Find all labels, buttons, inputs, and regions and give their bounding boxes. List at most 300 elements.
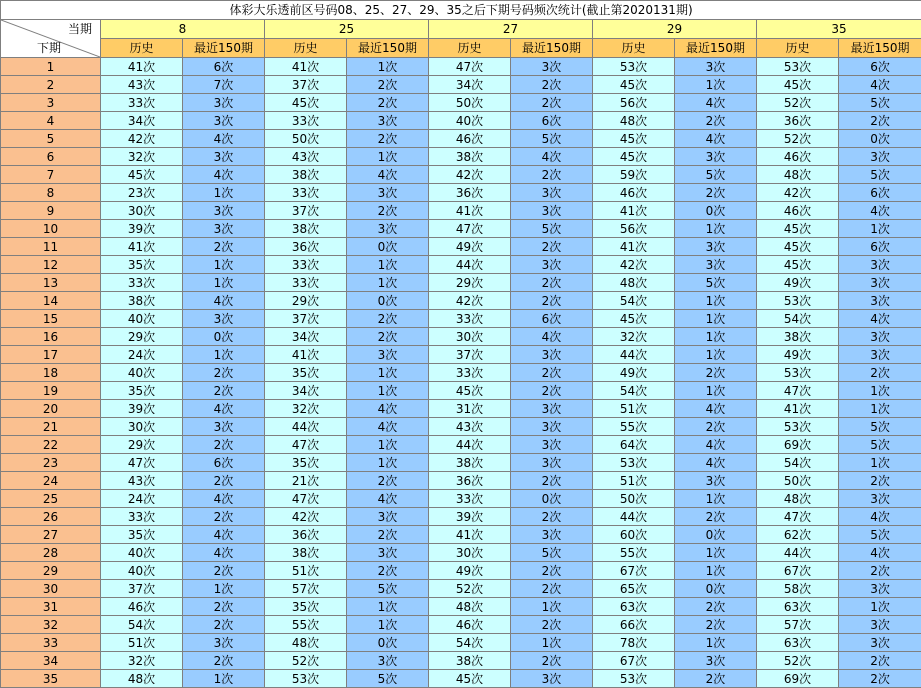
- recent-count-cell: 3次: [839, 580, 921, 598]
- recent-count-cell: 2次: [347, 562, 429, 580]
- recent-count-cell: 3次: [839, 328, 921, 346]
- history-count-cell: 45次: [757, 238, 839, 256]
- history-count-cell: 53次: [757, 364, 839, 382]
- next-number-cell: 15: [1, 310, 101, 328]
- recent-count-cell: 4次: [839, 544, 921, 562]
- recent-count-cell: 5次: [511, 130, 593, 148]
- history-count-cell: 63次: [757, 598, 839, 616]
- history-count-cell: 41次: [101, 58, 183, 76]
- recent-count-cell: 1次: [675, 310, 757, 328]
- sub-header-history: 历史: [101, 39, 183, 58]
- history-count-cell: 52次: [265, 652, 347, 670]
- recent-count-cell: 3次: [511, 58, 593, 76]
- group-header-35: 35: [757, 20, 921, 39]
- history-count-cell: 45次: [593, 76, 675, 94]
- recent-count-cell: 2次: [839, 562, 921, 580]
- recent-count-cell: 6次: [839, 238, 921, 256]
- history-count-cell: 37次: [101, 580, 183, 598]
- recent-count-cell: 1次: [183, 346, 265, 364]
- history-count-cell: 36次: [757, 112, 839, 130]
- history-count-cell: 45次: [429, 382, 511, 400]
- recent-count-cell: 1次: [675, 490, 757, 508]
- recent-count-cell: 2次: [347, 310, 429, 328]
- recent-count-cell: 2次: [183, 436, 265, 454]
- history-count-cell: 39次: [101, 220, 183, 238]
- recent-count-cell: 4次: [183, 166, 265, 184]
- recent-count-cell: 2次: [511, 508, 593, 526]
- history-count-cell: 56次: [593, 94, 675, 112]
- recent-count-cell: 5次: [839, 94, 921, 112]
- recent-count-cell: 3次: [511, 184, 593, 202]
- history-count-cell: 33次: [429, 364, 511, 382]
- recent-count-cell: 0次: [347, 292, 429, 310]
- recent-count-cell: 1次: [675, 562, 757, 580]
- recent-count-cell: 3次: [347, 652, 429, 670]
- history-count-cell: 48次: [429, 598, 511, 616]
- history-count-cell: 29次: [429, 274, 511, 292]
- history-count-cell: 38次: [101, 292, 183, 310]
- next-number-cell: 33: [1, 634, 101, 652]
- recent-count-cell: 1次: [347, 274, 429, 292]
- recent-count-cell: 1次: [183, 274, 265, 292]
- recent-count-cell: 3次: [347, 220, 429, 238]
- recent-count-cell: 4次: [839, 310, 921, 328]
- history-count-cell: 33次: [429, 310, 511, 328]
- recent-count-cell: 1次: [347, 364, 429, 382]
- recent-count-cell: 4次: [839, 508, 921, 526]
- recent-count-cell: 2次: [183, 238, 265, 256]
- history-count-cell: 43次: [101, 76, 183, 94]
- recent-count-cell: 5次: [347, 670, 429, 688]
- table-row: [1, 454, 921, 472]
- recent-count-cell: 2次: [511, 166, 593, 184]
- history-count-cell: 24次: [101, 346, 183, 364]
- history-count-cell: 36次: [265, 238, 347, 256]
- recent-count-cell: 3次: [183, 634, 265, 652]
- table-row: [1, 328, 921, 346]
- history-count-cell: 45次: [757, 220, 839, 238]
- recent-count-cell: 2次: [511, 652, 593, 670]
- table-row: [1, 184, 921, 202]
- recent-count-cell: 3次: [183, 112, 265, 130]
- history-count-cell: 36次: [429, 184, 511, 202]
- recent-count-cell: 4次: [675, 400, 757, 418]
- next-number-cell: 27: [1, 526, 101, 544]
- history-count-cell: 29次: [101, 436, 183, 454]
- recent-count-cell: 3次: [839, 490, 921, 508]
- recent-count-cell: 1次: [675, 544, 757, 562]
- recent-count-cell: 2次: [675, 418, 757, 436]
- history-count-cell: 40次: [101, 364, 183, 382]
- next-number-cell: 4: [1, 112, 101, 130]
- history-count-cell: 40次: [101, 562, 183, 580]
- history-count-cell: 47次: [757, 382, 839, 400]
- recent-count-cell: 5次: [675, 166, 757, 184]
- recent-count-cell: 1次: [839, 454, 921, 472]
- history-count-cell: 51次: [101, 634, 183, 652]
- recent-count-cell: 1次: [675, 346, 757, 364]
- history-count-cell: 33次: [265, 184, 347, 202]
- next-number-cell: 5: [1, 130, 101, 148]
- next-number-cell: 11: [1, 238, 101, 256]
- recent-count-cell: 0次: [675, 202, 757, 220]
- recent-count-cell: 1次: [675, 634, 757, 652]
- next-number-cell: 30: [1, 580, 101, 598]
- history-count-cell: 21次: [265, 472, 347, 490]
- recent-count-cell: 2次: [183, 598, 265, 616]
- recent-count-cell: 1次: [675, 220, 757, 238]
- history-count-cell: 45次: [101, 166, 183, 184]
- history-count-cell: 44次: [265, 418, 347, 436]
- sub-header-history: 历史: [265, 39, 347, 58]
- next-number-cell: 10: [1, 220, 101, 238]
- next-number-cell: 14: [1, 292, 101, 310]
- recent-count-cell: 2次: [511, 364, 593, 382]
- recent-count-cell: 2次: [675, 508, 757, 526]
- table-row: [1, 310, 921, 328]
- history-count-cell: 54次: [757, 310, 839, 328]
- history-count-cell: 32次: [265, 400, 347, 418]
- history-count-cell: 36次: [265, 526, 347, 544]
- recent-count-cell: 4次: [511, 328, 593, 346]
- history-count-cell: 63次: [593, 598, 675, 616]
- history-count-cell: 30次: [429, 328, 511, 346]
- recent-count-cell: 4次: [183, 292, 265, 310]
- history-count-cell: 48次: [593, 274, 675, 292]
- history-count-cell: 47次: [265, 490, 347, 508]
- table-row: [1, 58, 921, 76]
- history-count-cell: 43次: [101, 472, 183, 490]
- recent-count-cell: 3次: [511, 256, 593, 274]
- next-number-cell: 13: [1, 274, 101, 292]
- table-row: [1, 616, 921, 634]
- history-count-cell: 41次: [593, 202, 675, 220]
- history-count-cell: 53次: [757, 418, 839, 436]
- recent-count-cell: 2次: [183, 562, 265, 580]
- recent-count-cell: 1次: [183, 670, 265, 688]
- history-count-cell: 49次: [757, 274, 839, 292]
- next-number-cell: 8: [1, 184, 101, 202]
- history-count-cell: 50次: [593, 490, 675, 508]
- recent-count-cell: 1次: [347, 382, 429, 400]
- group-header-row: [1, 20, 921, 39]
- sub-header-recent-150: 最近150期: [511, 39, 593, 58]
- recent-count-cell: 4次: [347, 490, 429, 508]
- history-count-cell: 50次: [265, 130, 347, 148]
- recent-count-cell: 2次: [839, 652, 921, 670]
- sub-header-recent-150: 最近150期: [839, 39, 921, 58]
- recent-count-cell: 2次: [511, 292, 593, 310]
- history-count-cell: 38次: [757, 328, 839, 346]
- recent-count-cell: 2次: [511, 472, 593, 490]
- history-count-cell: 51次: [265, 562, 347, 580]
- table-row: [1, 418, 921, 436]
- recent-count-cell: 1次: [347, 598, 429, 616]
- history-count-cell: 33次: [265, 274, 347, 292]
- history-count-cell: 47次: [757, 508, 839, 526]
- recent-count-cell: 2次: [839, 670, 921, 688]
- table-row: [1, 220, 921, 238]
- history-count-cell: 46次: [757, 148, 839, 166]
- next-number-cell: 18: [1, 364, 101, 382]
- history-count-cell: 54次: [593, 382, 675, 400]
- recent-count-cell: 3次: [183, 94, 265, 112]
- recent-count-cell: 6次: [511, 310, 593, 328]
- table-row: [1, 490, 921, 508]
- recent-count-cell: 2次: [183, 616, 265, 634]
- history-count-cell: 23次: [101, 184, 183, 202]
- table-row: [1, 94, 921, 112]
- recent-count-cell: 1次: [839, 400, 921, 418]
- recent-count-cell: 3次: [183, 310, 265, 328]
- group-header-27: 27: [429, 20, 593, 39]
- history-count-cell: 34次: [265, 382, 347, 400]
- recent-count-cell: 4次: [347, 418, 429, 436]
- history-count-cell: 53次: [593, 58, 675, 76]
- history-count-cell: 35次: [101, 256, 183, 274]
- recent-count-cell: 3次: [347, 184, 429, 202]
- history-count-cell: 48次: [757, 166, 839, 184]
- recent-count-cell: 3次: [511, 454, 593, 472]
- recent-count-cell: 1次: [675, 328, 757, 346]
- history-count-cell: 36次: [429, 472, 511, 490]
- history-count-cell: 58次: [757, 580, 839, 598]
- sub-header-recent-150: 最近150期: [183, 39, 265, 58]
- recent-count-cell: 0次: [347, 634, 429, 652]
- recent-count-cell: 4次: [839, 202, 921, 220]
- recent-count-cell: 1次: [839, 382, 921, 400]
- history-count-cell: 35次: [101, 382, 183, 400]
- history-count-cell: 29次: [101, 328, 183, 346]
- recent-count-cell: 3次: [511, 436, 593, 454]
- recent-count-cell: 0次: [675, 580, 757, 598]
- history-count-cell: 50次: [429, 94, 511, 112]
- table-row: [1, 148, 921, 166]
- recent-count-cell: 5次: [511, 220, 593, 238]
- next-number-cell: 34: [1, 652, 101, 670]
- table-row: [1, 508, 921, 526]
- history-count-cell: 41次: [429, 526, 511, 544]
- history-count-cell: 49次: [593, 364, 675, 382]
- recent-count-cell: 4次: [183, 490, 265, 508]
- history-count-cell: 34次: [265, 328, 347, 346]
- history-count-cell: 33次: [101, 94, 183, 112]
- history-count-cell: 52次: [757, 130, 839, 148]
- recent-count-cell: 1次: [511, 598, 593, 616]
- history-count-cell: 38次: [265, 220, 347, 238]
- recent-count-cell: 2次: [511, 274, 593, 292]
- recent-count-cell: 3次: [675, 58, 757, 76]
- history-count-cell: 69次: [757, 670, 839, 688]
- history-count-cell: 35次: [265, 598, 347, 616]
- history-count-cell: 46次: [593, 184, 675, 202]
- recent-count-cell: 6次: [183, 454, 265, 472]
- next-number-cell: 26: [1, 508, 101, 526]
- table-row: [1, 112, 921, 130]
- history-count-cell: 31次: [429, 400, 511, 418]
- history-count-cell: 48次: [757, 490, 839, 508]
- recent-count-cell: 2次: [675, 670, 757, 688]
- history-count-cell: 46次: [101, 598, 183, 616]
- recent-count-cell: 0次: [839, 130, 921, 148]
- history-count-cell: 52次: [757, 652, 839, 670]
- recent-count-cell: 5次: [839, 436, 921, 454]
- history-count-cell: 41次: [101, 238, 183, 256]
- table-row: [1, 598, 921, 616]
- history-count-cell: 65次: [593, 580, 675, 598]
- corner-header: [1, 20, 101, 58]
- history-count-cell: 41次: [265, 58, 347, 76]
- history-count-cell: 46次: [429, 616, 511, 634]
- history-count-cell: 49次: [757, 346, 839, 364]
- history-count-cell: 47次: [101, 454, 183, 472]
- recent-count-cell: 4次: [183, 400, 265, 418]
- history-count-cell: 54次: [593, 292, 675, 310]
- sub-header-row: [1, 39, 921, 58]
- recent-count-cell: 0次: [511, 490, 593, 508]
- history-count-cell: 38次: [429, 148, 511, 166]
- history-count-cell: 52次: [757, 94, 839, 112]
- sub-header-history: 历史: [593, 39, 675, 58]
- table-row: [1, 580, 921, 598]
- history-count-cell: 67次: [757, 562, 839, 580]
- next-number-cell: 22: [1, 436, 101, 454]
- history-count-cell: 51次: [593, 472, 675, 490]
- history-count-cell: 55次: [593, 418, 675, 436]
- history-count-cell: 30次: [101, 418, 183, 436]
- recent-count-cell: 1次: [511, 634, 593, 652]
- next-number-cell: 7: [1, 166, 101, 184]
- recent-count-cell: 2次: [675, 598, 757, 616]
- recent-count-cell: 3次: [511, 346, 593, 364]
- history-count-cell: 53次: [593, 454, 675, 472]
- history-count-cell: 45次: [429, 670, 511, 688]
- recent-count-cell: 1次: [347, 616, 429, 634]
- recent-count-cell: 6次: [839, 184, 921, 202]
- next-number-cell: 19: [1, 382, 101, 400]
- recent-count-cell: 2次: [183, 472, 265, 490]
- recent-count-cell: 4次: [183, 130, 265, 148]
- history-count-cell: 64次: [593, 436, 675, 454]
- history-count-cell: 47次: [265, 436, 347, 454]
- history-count-cell: 42次: [429, 166, 511, 184]
- recent-count-cell: 3次: [511, 400, 593, 418]
- recent-count-cell: 1次: [183, 184, 265, 202]
- recent-count-cell: 2次: [183, 652, 265, 670]
- history-count-cell: 40次: [101, 544, 183, 562]
- history-count-cell: 37次: [265, 76, 347, 94]
- recent-count-cell: 3次: [183, 418, 265, 436]
- next-number-cell: 9: [1, 202, 101, 220]
- history-count-cell: 45次: [757, 76, 839, 94]
- history-count-cell: 39次: [429, 508, 511, 526]
- history-count-cell: 63次: [757, 634, 839, 652]
- history-count-cell: 30次: [101, 202, 183, 220]
- table-row: [1, 544, 921, 562]
- recent-count-cell: 2次: [347, 94, 429, 112]
- recent-count-cell: 3次: [511, 418, 593, 436]
- history-count-cell: 67次: [593, 652, 675, 670]
- recent-count-cell: 1次: [675, 292, 757, 310]
- history-count-cell: 54次: [757, 454, 839, 472]
- history-count-cell: 47次: [429, 220, 511, 238]
- history-count-cell: 29次: [265, 292, 347, 310]
- recent-count-cell: 1次: [347, 256, 429, 274]
- next-number-cell: 32: [1, 616, 101, 634]
- next-number-cell: 35: [1, 670, 101, 688]
- table-row: [1, 652, 921, 670]
- recent-count-cell: 2次: [675, 364, 757, 382]
- history-count-cell: 30次: [429, 544, 511, 562]
- history-count-cell: 39次: [101, 400, 183, 418]
- recent-count-cell: 1次: [347, 436, 429, 454]
- recent-count-cell: 2次: [511, 562, 593, 580]
- recent-count-cell: 7次: [183, 76, 265, 94]
- table-row: [1, 562, 921, 580]
- recent-count-cell: 4次: [839, 76, 921, 94]
- table-title: 体彩大乐透前区号码08、25、27、29、35之后下期号码频次统计(截止第2020131期): [1, 1, 921, 20]
- table-row: [1, 472, 921, 490]
- next-number-cell: 24: [1, 472, 101, 490]
- recent-count-cell: 3次: [183, 148, 265, 166]
- history-count-cell: 44次: [593, 346, 675, 364]
- history-count-cell: 35次: [265, 454, 347, 472]
- table-row: [1, 436, 921, 454]
- history-count-cell: 33次: [265, 256, 347, 274]
- sub-header-recent-150: 最近150期: [347, 39, 429, 58]
- recent-count-cell: 4次: [183, 526, 265, 544]
- recent-count-cell: 4次: [675, 94, 757, 112]
- recent-count-cell: 3次: [839, 292, 921, 310]
- recent-count-cell: 1次: [675, 382, 757, 400]
- recent-count-cell: 5次: [347, 580, 429, 598]
- recent-count-cell: 3次: [347, 544, 429, 562]
- table-row: [1, 364, 921, 382]
- history-count-cell: 69次: [757, 436, 839, 454]
- history-count-cell: 48次: [101, 670, 183, 688]
- recent-count-cell: 2次: [511, 76, 593, 94]
- recent-count-cell: 3次: [183, 202, 265, 220]
- recent-count-cell: 2次: [675, 112, 757, 130]
- table-row: [1, 292, 921, 310]
- history-count-cell: 38次: [429, 454, 511, 472]
- recent-count-cell: 2次: [511, 616, 593, 634]
- table-row: [1, 256, 921, 274]
- history-count-cell: 34次: [101, 112, 183, 130]
- recent-count-cell: 1次: [347, 454, 429, 472]
- history-count-cell: 41次: [265, 346, 347, 364]
- current-period-label: 当期: [68, 21, 92, 37]
- history-count-cell: 42次: [101, 130, 183, 148]
- history-count-cell: 43次: [429, 418, 511, 436]
- history-count-cell: 45次: [265, 94, 347, 112]
- recent-count-cell: 2次: [839, 472, 921, 490]
- table-row: [1, 346, 921, 364]
- history-count-cell: 41次: [593, 238, 675, 256]
- history-count-cell: 37次: [265, 310, 347, 328]
- recent-count-cell: 2次: [839, 364, 921, 382]
- history-count-cell: 55次: [265, 616, 347, 634]
- history-count-cell: 44次: [593, 508, 675, 526]
- table-row: [1, 166, 921, 184]
- history-count-cell: 53次: [593, 670, 675, 688]
- history-count-cell: 45次: [593, 130, 675, 148]
- history-count-cell: 41次: [429, 202, 511, 220]
- recent-count-cell: 3次: [511, 670, 593, 688]
- history-count-cell: 42次: [265, 508, 347, 526]
- recent-count-cell: 4次: [511, 148, 593, 166]
- next-period-label: 下期: [37, 40, 61, 56]
